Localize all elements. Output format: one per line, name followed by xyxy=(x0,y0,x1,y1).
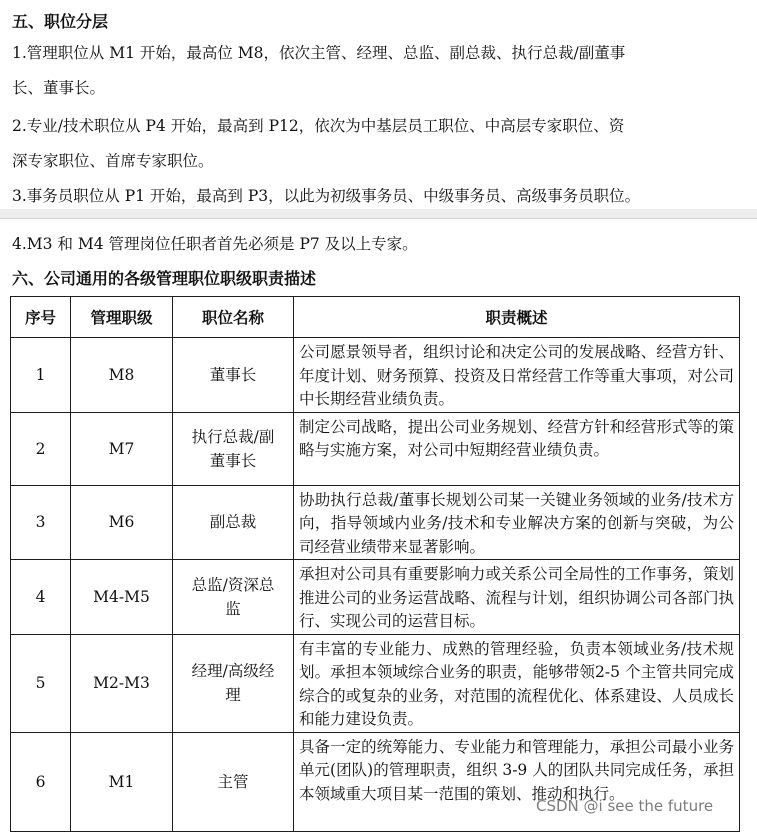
watermark: CSDN @i see the future xyxy=(536,797,714,815)
paragraph-item-1-line-1: 1.管理职位从 M1 开始，最高位 M8，依次主管、经理、总监、副总裁、执行总裁/副董事 xyxy=(12,44,626,62)
row-level: M8 xyxy=(71,338,173,413)
paragraph-item-1-line-2: 长、董事长。 xyxy=(12,79,106,97)
section-6-heading: 六、公司通用的各级管理职位职级职责描述 xyxy=(12,269,317,288)
row-position-name: 执行总裁/副董事长 xyxy=(173,412,294,485)
paragraph-item-3: 3.事务员职位从 P1 开始，最高到 P3，以此为初级事务员、中级事务员、高级事务员职位。 xyxy=(12,187,641,205)
row-no: 3 xyxy=(11,485,71,560)
row-no: 6 xyxy=(11,732,71,831)
table-row xyxy=(11,412,740,485)
row-position-name: 副总裁 xyxy=(173,485,294,560)
table-row xyxy=(11,560,740,635)
table-header-row xyxy=(11,297,740,338)
paragraph-item-4: 4.M3 和 M4 管理岗位任职者首先必须是 P7 及以上专家。 xyxy=(12,235,418,253)
table-row xyxy=(11,338,740,413)
paragraph-item-2-line-1: 2.专业/技术职位从 P4 开始，最高到 P12，依次为中基层员工职位、中高层专家职位、资 xyxy=(12,117,625,135)
table-row xyxy=(11,732,740,831)
row-position-name: 总监/资深总监 xyxy=(173,560,294,635)
row-duty-summary: 制定公司战略，提出公司业务规划、经营方针和经营形式等的策略与实施方案，对公司中短期经营业绩负责。 xyxy=(294,412,740,485)
row-position-name: 董事长 xyxy=(173,338,294,413)
row-no: 2 xyxy=(11,412,71,485)
header-no: 序号 xyxy=(11,297,71,338)
table-row xyxy=(11,634,740,732)
row-duty-summary: 有丰富的专业能力、成熟的管理经验，负责本领域业务/技术规划。承担本领域综合业务的职责，能够带领2-5 个主管共同完成综合的或复杂的业务，对范围的流程优化、体系建设、人员成长和能力建设负责。 xyxy=(294,634,740,732)
header-level: 管理职级 xyxy=(71,297,173,338)
paragraph-item-2-line-2: 深专家职位、首席专家职位。 xyxy=(12,152,214,170)
row-position-name: 主管 xyxy=(173,732,294,831)
row-level: M4-M5 xyxy=(71,560,173,635)
header-duty-summary: 职责概述 xyxy=(294,297,740,338)
row-level: M7 xyxy=(71,412,173,485)
page-separator-line xyxy=(0,218,757,219)
row-duty-summary: 承担对公司具有重要影响力或关系公司全局性的工作事务，策划推进公司的业务运营战略、流程与计划，组织协调公司各部门执行、实现公司的运营目标。 xyxy=(294,560,740,635)
row-position-name: 经理/高级经理 xyxy=(173,634,294,732)
row-no: 1 xyxy=(11,338,71,413)
page-separator xyxy=(0,209,757,218)
section-5-heading: 五、职位分层 xyxy=(12,12,109,31)
duty-table xyxy=(10,296,740,832)
row-level: M6 xyxy=(71,485,173,560)
row-level: M2-M3 xyxy=(71,634,173,732)
table-row xyxy=(11,485,740,560)
row-no: 4 xyxy=(11,560,71,635)
row-no: 5 xyxy=(11,634,71,732)
row-duty-summary: 具备一定的统筹能力、专业能力和管理能力，承担公司最小业务单元(团队)的管理职责，组织 3-9 人的团队共同完成任务，承担本领域重大项目某一范围的策划、推动和执行。 xyxy=(294,732,740,831)
row-duty-summary: 公司愿景领导者，组织讨论和决定公司的发展战略、经营方针、年度计划、财务预算、投资及日常经营工作等重大事项，对公司中长期经营业绩负责。 xyxy=(294,338,740,413)
row-duty-summary: 协助执行总裁/董事长规划公司某一关键业务领域的业务/技术方向，指导领域内业务/技术和专业解决方案的创新与突破，为公司经营业绩带来显著影响。 xyxy=(294,485,740,560)
row-level: M1 xyxy=(71,732,173,831)
header-position-name: 职位名称 xyxy=(173,297,294,338)
